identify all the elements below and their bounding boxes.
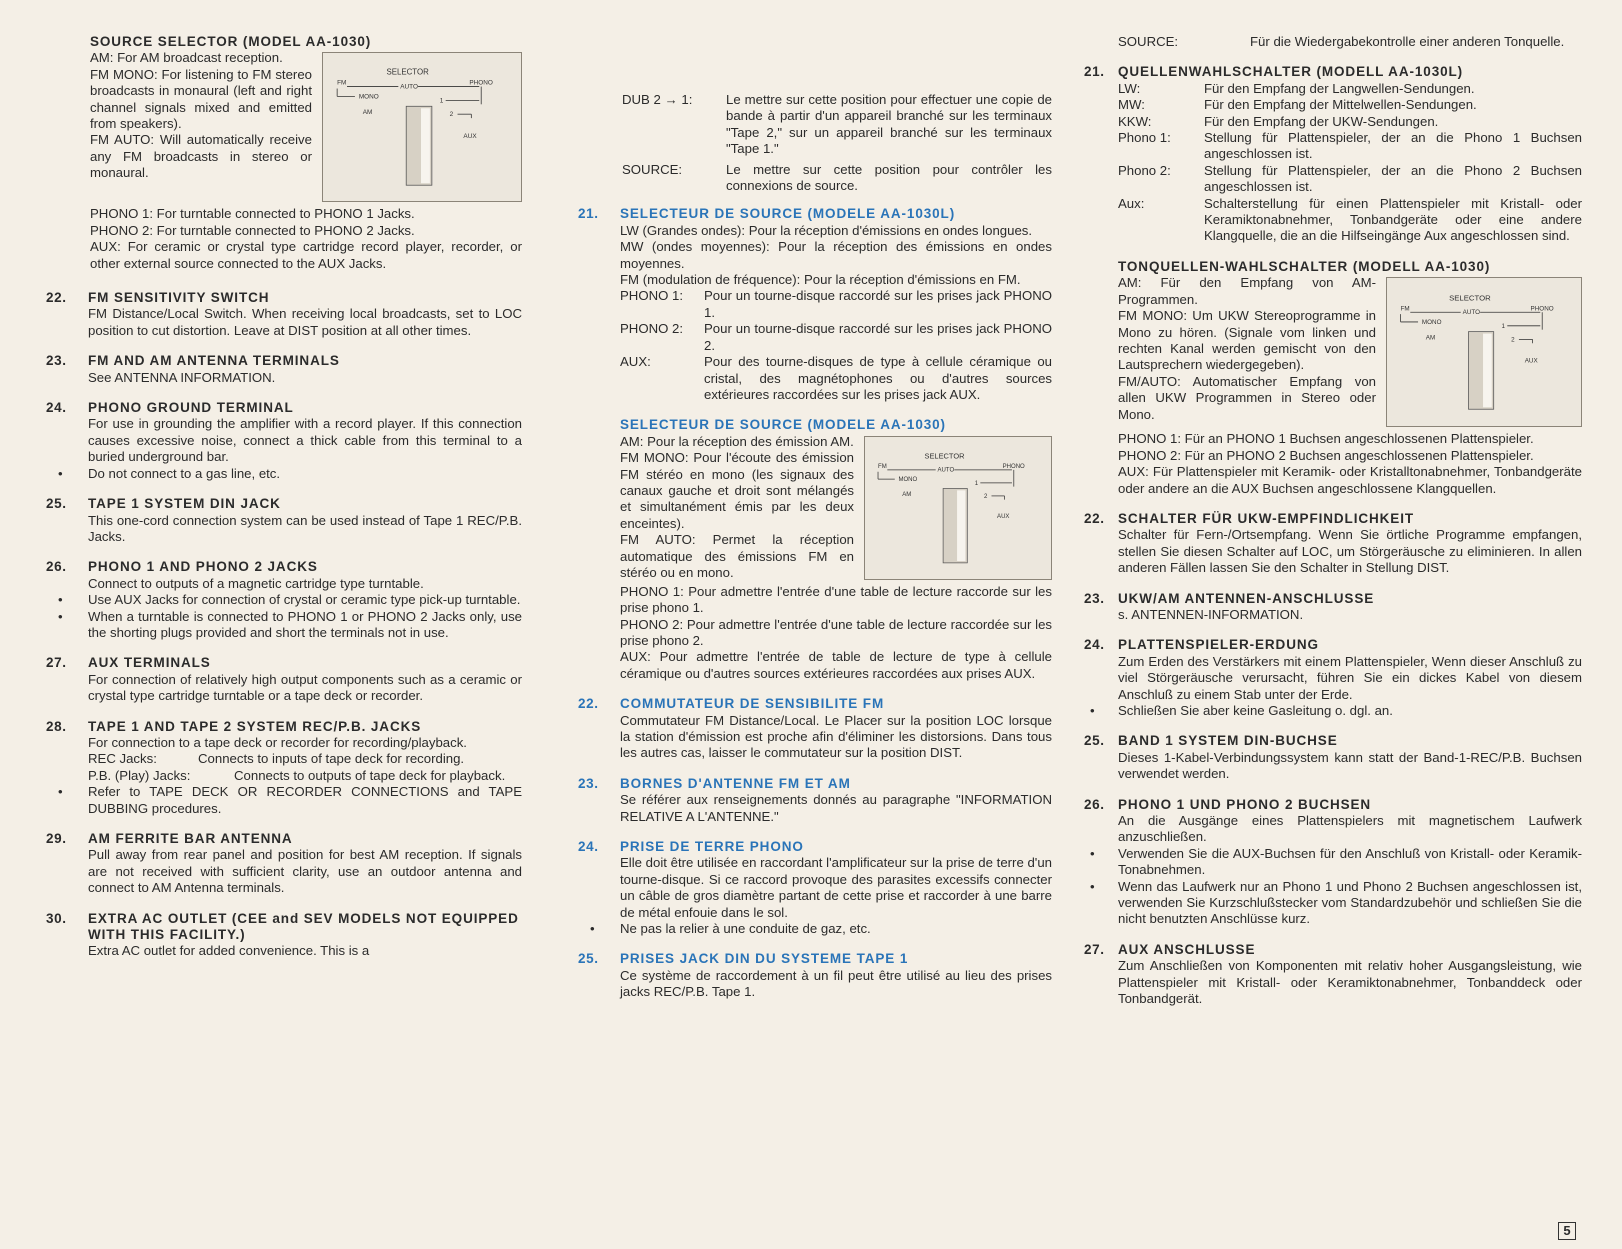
selector-diagram-svg (323, 53, 521, 201)
fr-section-25: 25. PRISES JACK DIN DU SYSTEME TAPE 1 Ce système de raccordement à un fil peut être utilisé au lieu des prises jacks REC/P.B. Tape 1. (578, 951, 1052, 1000)
svg-text:AUX: AUX (1524, 357, 1538, 365)
en-section-29: 29. AM FERRITE BAR ANTENNA Pull away from rear panel and position for best AM reception. If signals are not received with sufficient clarity, use an outdoor antenna and connect to AM Antenna terminals. (46, 831, 522, 896)
en-section-25: 25. TAPE 1 SYSTEM DIN JACK This one-cord connection system can be used instead of Tape 1 REC/P.B. Jacks. (46, 496, 522, 544)
fr-selector-diagram (864, 436, 1052, 580)
french-column (578, 92, 1052, 1015)
en-source-selector (50, 34, 522, 272)
svg-text:2: 2 (1511, 336, 1515, 344)
en-section-26: 26. PHONO 1 AND PHONO 2 JACKS Connect to outputs of a magnetic cartridge type turntable. • Use AUX Jacks for connection of crystal or ceramic type pick-up turntable. • When a turntable is connected to PHONO 1 or PHONO 2 Jacks only, use the shorting plugs provided and short the terminals not in use. (46, 559, 522, 640)
en-aux-text: AUX: For ceramic or crystal type cartridge record player, recorder, or other external source connected to the AUX Jacks. (90, 239, 522, 271)
svg-text:PHONO: PHONO (1530, 305, 1554, 313)
de-tonquellen: TONQUELLEN-WAHLSCHALTER (MODELL AA-1030) SELECTOR FM AUTO PHONO MONO AM 1 2 AUX AM: Für den Empfang von AM-Programmen. FM MONO: Um UKW Stereoprogramme in Mono zu hören. (Signale vom linken und rechten Kanal werden gemischt von den Lautsprechern wiedergegeben). FM/AUTO: Automatischer Empfang von allen UKW Programmen in Stereo oder Mono. PHONO 1: Für an PHONO 1 Buchsen angeschlossenen Plattenspieler. PHONO 2: Für an PHONO 2 Buchsen angeschlossenen Plattenspieler. AUX: Für Plattenspieler mit Keramik- oder Kristalltonabnehmer, Tonbandgeräte oder andere an die AUX Buchsen angeschlossene Klangquellen. (1118, 258, 1582, 496)
svg-text:AUTO: AUTO (937, 467, 955, 474)
de-selector-diagram (1386, 277, 1582, 427)
svg-text:1: 1 (1501, 323, 1505, 331)
de-section-22: 22. SCHALTER FÜR UKW-EMPFINDLICHKEIT Schalter für Fern-/Ortsempfang. Wenn Sie örtliche Programme empfangen, stellen Sie diesen Schalter auf LOC, um Störgeräusche zu eliminieren. In allen anderen Fällen lassen Sie den Schalter in Stellung DIST. (1084, 510, 1582, 576)
fr-section-24: 24. PRISE DE TERRE PHONO Elle doit être utilisée en raccordant l'amplificateur sur la prise de terre d'un tourne-disque. Si ce raccord provoque des parasites excessifs connecter un câble de gros diamètre partant de cette prise et raccorder à une barre de métal enfouie dans le sol. • Ne pas la relier à une conduite de gaz, etc. (578, 839, 1052, 937)
svg-text:SELECTOR: SELECTOR (924, 451, 965, 461)
en-section-28: 28. TAPE 1 AND TAPE 2 SYSTEM REC/P.B. JACKS For connection to a tape deck or recorder for recording/playback. REC Jacks: Connects to inputs of tape deck for recording. P.B. (Play) Jacks: Connects to outputs of tape deck for playback. • Refer to TAPE DECK OR RECORDER CONNECTIONS and TAPE DUBBING procedures. (46, 718, 522, 816)
de-section-24: 24. PLATTENSPIELER-ERDUNG Zum Erden des Verstärkers mit einem Plattenspieler, Wenn dieser Anschluß zu viel Störgeräusche verursacht, führen Sie ein dickes Kabel von diesem Anschluß zu einem Stab unter der Erde. • Schließen Sie aber keine Gasleitung o. dgl. an. (1084, 637, 1582, 718)
en-phono2-text: PHONO 2: For turntable connected to PHONO 2 Jacks. (90, 222, 415, 238)
svg-text:MONO: MONO (358, 93, 379, 101)
de-section-27: 27. AUX ANSCHLUSSE Zum Anschließen von Komponenten mit relativ hoher Ausgangsleistung, wie Plattenspieler mit Kristall- oder Keramiktonabnehmer, Tonbanddeck oder Tonbandgerät. (1084, 941, 1582, 1007)
svg-text:AM: AM (362, 109, 373, 117)
svg-text:FM: FM (337, 79, 347, 87)
en-fm-mono-text: FM MONO: For listening to FM stereo broadcasts in monaural (left and right channel signals mixed and emitted from speakers). (90, 66, 312, 132)
de-section-21: 21. QUELLENWAHLSCHALTER (MODELL AA-1030L) LW: Für den Empfang der Langwellen-Sendungen. MW: Für den Empfang der Mittelwellen-Sendungen. KKW: Für den Empfang der UKW-Sendungen. Phono 1: Stellung für Plattenspieler, der an die Phono 1 Buchsen angeschlossen ist. Phono 2: Stellung für Plattenspieler, der an die Phono 2 Buchsen angeschlossen ist. Aux: Schalterstellung für einen Plattenspieler mit Kristall- oder Keramiktonabnehmer, Tonbandgeräte oder eine andere Klangquelle, die an die Hilfseingänge Aux angeschlossen sind. (1084, 64, 1582, 244)
fr-section-21: 21. SELECTEUR DE SOURCE (MODELE AA-1030L) LW (Grandes ondes): Pour la réception d'émissions en ondes longues. MW (ondes moyennes): Pour la réception des émissions en ondes moyennes. FM (modulation de fréquence): Pour la réception d'émissions en FM. PHONO 1: Pour un tourne-disque raccordé sur les prises jack PHONO 1. PHONO 2: Pour un tourne-disque raccordé sur les prises jack PHONO 2. AUX: Pour des tourne-disques de type à cellule céramique ou cristal, des magnétophones ou d'autres sources extérieures raccordées sur les prises jack AUX. (578, 206, 1052, 402)
svg-text:2: 2 (984, 493, 988, 500)
de-source: SOURCE: Für die Wiedergabekontrolle einer anderen Tonquelle. (1118, 34, 1565, 49)
en-source-selector-heading: SOURCE SELECTOR (MODEL AA-1030) (90, 34, 372, 49)
svg-text:AM: AM (902, 491, 912, 498)
svg-text:1: 1 (439, 97, 444, 105)
svg-text:AUTO: AUTO (400, 83, 418, 91)
svg-text:AUX: AUX (997, 513, 1010, 520)
en-section-27: 27. AUX TERMINALS For connection of relatively high output components such as a ceramic or crystal type cartridge turntable or a tape deck or recorder. (46, 655, 522, 704)
de-section-23: 23. UKW/AM ANTENNEN-ANSCHLUSSE s. ANTENNEN-INFORMATION. (1084, 590, 1375, 622)
svg-text:SELECTOR: SELECTOR (1449, 293, 1491, 303)
de-section-26: 26. PHONO 1 UND PHONO 2 BUCHSEN An die Ausgänge eines Plattenspielers mit magnetischem Laufwerk anzuschließen. • Verwenden Sie die AUX-Buchsen für den Anschluß von Kristall- oder Keramik-Tonabnehmen. • Wenn das Laufwerk nur an Phono 1 und Phono 2 Buchsen angeschlossen ist, verwenden Sie Kurzschlußstecker vom Standardzubehör und schließen Sie die nicht benutzten Anschlüsse kurz. (1084, 796, 1582, 927)
en-section-24: 24. PHONO GROUND TERMINAL For use in grounding the amplifier with a record player. If this connection causes excessive noise, connect a thick cable from this terminal to a buried underground bar. • Do not connect to a gas line, etc. (46, 400, 522, 481)
svg-text:FM: FM (878, 463, 887, 470)
svg-text:AM: AM (1425, 334, 1436, 342)
en-section-22: 22. FM SENSITIVITY SWITCH FM Distance/Local Switch. When receiving local broadcasts, set to LOC position to cut distortion. Leave at DIST position at all other times. (46, 290, 522, 338)
fr-section-22: 22. COMMUTATEUR DE SENSIBILITE FM Commutateur FM Distance/Local. Le Placer sur la position LOC lorsque la station d'émission est proche afin d'éliminer les distorsions. Dans tous les autres cas, laisser le commutateur sur la position DIST. (578, 696, 1052, 761)
svg-text:AUX: AUX (463, 133, 477, 141)
en-fm-auto-text: FM AUTO: Will automatically receive any FM broadcasts in stereo or monaural. (90, 132, 312, 181)
fr-section-23: 23. BORNES D'ANTENNE FM ET AM Se référer aux renseignements donnés au paragraphe "INFORMATION RELATIVE A L'ANTENNE." (578, 775, 1052, 824)
english-column (46, 34, 522, 974)
svg-text:MONO: MONO (1421, 319, 1442, 327)
svg-text:2: 2 (449, 111, 454, 119)
en-am-text: AM: For AM broadcast reception. (90, 50, 283, 66)
svg-text:PHONO: PHONO (1002, 463, 1025, 470)
page-number: 5 (1558, 1222, 1576, 1240)
svg-text:PHONO: PHONO (469, 79, 493, 87)
svg-text:AUTO: AUTO (1462, 309, 1481, 317)
fr-selector-1030: SELECTEUR DE SOURCE (MODELE AA-1030) SELECTOR FM AUTO PHONO MONO AM 1 2 AUX AM: Pour la réception des émission AM. FM MONO: Pour l'écoute des émission FM stéréo en mono (les signaux des canaux gauche et droit sont mélangés et simultanément émis par les deux enceintes). FM AUTO: Permet la réception automatique des émissions FM en stéréo ou en mono. PHONO 1: Pour admettre l'entrée d'une table de lecture raccorde sur les prise phono 1. PHONO 2: Pour admettre l'entrée d'une table de lecture raccordée sur les prise phono 2. AUX: Pour admettre l'entrée de table de lecture de type à cellule céramique ou d'autres sources extérieures raccordées aux prises AUX. (620, 417, 1052, 681)
de-section-25: 25. BAND 1 SYSTEM DIN-BUCHSE Dieses 1-Kabel-Verbindungssystem kann statt der Band-1-REC/P.B. Buchsen verwendet werden. (1084, 733, 1582, 782)
diagram-title: SELECTOR (386, 68, 429, 78)
svg-text:FM: FM (1400, 305, 1410, 313)
en-section-30: 30. EXTRA AC OUTLET (CEE and SEV MODELS NOT EQUIPPED WITH THIS FACILITY.) Extra AC outlet for added convenience. This is a (46, 910, 519, 959)
german-column (1084, 34, 1582, 1021)
svg-text:1: 1 (974, 480, 979, 487)
selector-diagram (322, 52, 522, 202)
svg-text:MONO: MONO (898, 476, 918, 483)
fr-dub-source: DUB 2 → 1: Le mettre sur cette position pour effectuer une copie de bande à partir d'un appareil branché sur les terminaux "Tape 2," sur un appareil branché sur les terminaux "Tape 1." SOURCE: Le mettre sur cette position pour contrôler les connexions de source. (622, 92, 1052, 194)
en-section-23: 23. FM AND AM ANTENNA TERMINALS See ANTENNA INFORMATION. (46, 353, 340, 385)
en-phono1-text: PHONO 1: For turntable connected to PHONO 1 Jacks. (90, 206, 415, 222)
